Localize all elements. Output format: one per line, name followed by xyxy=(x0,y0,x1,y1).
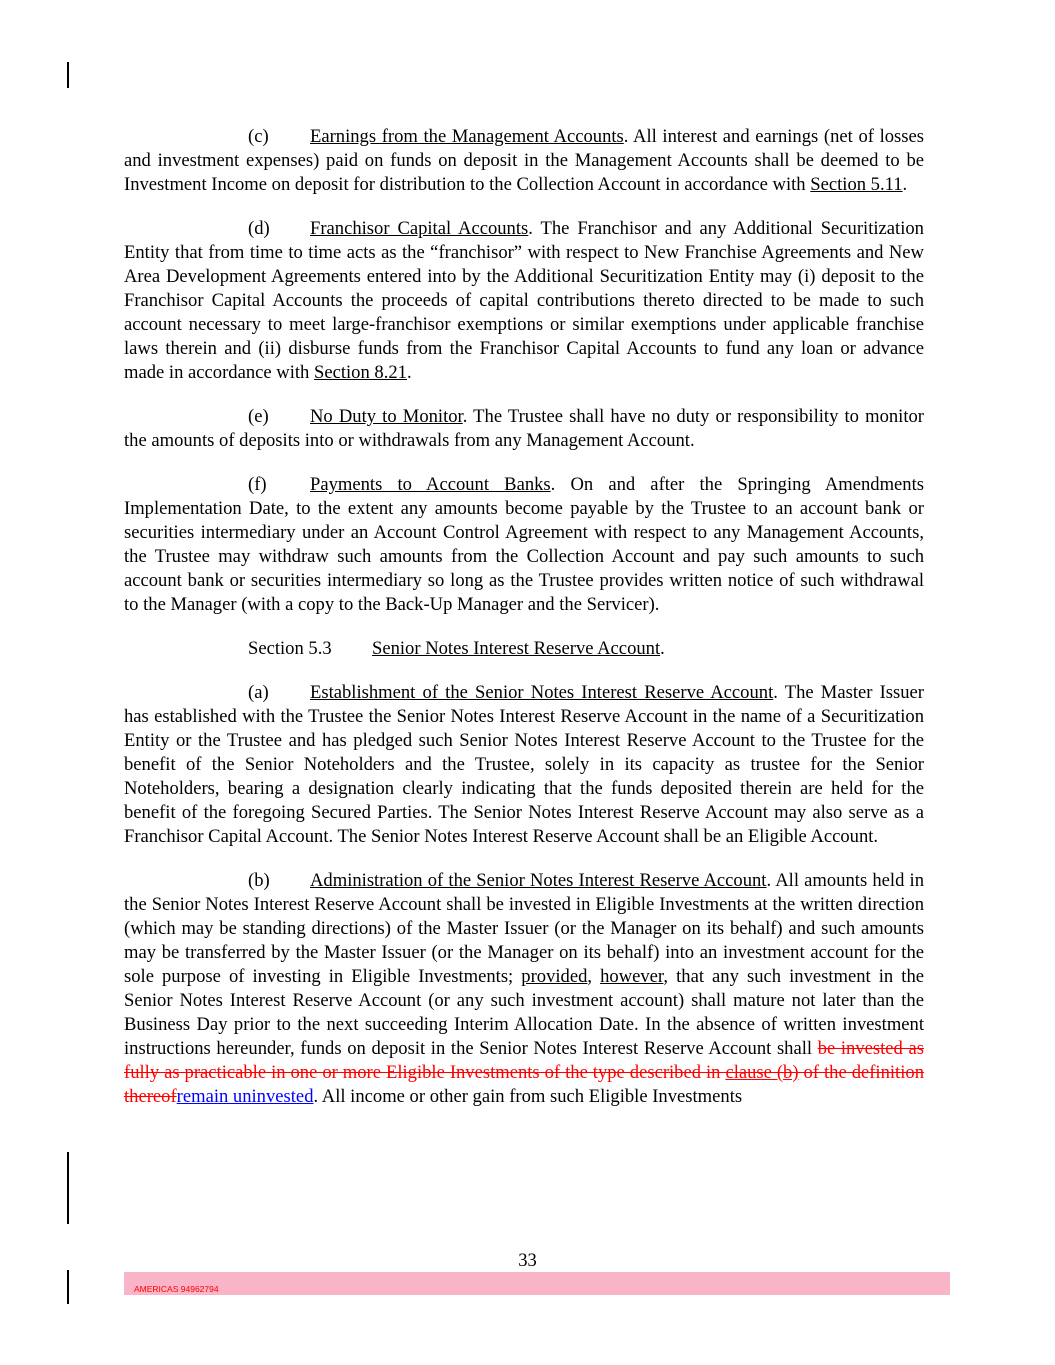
paragraph-c: (c) Earnings from the Management Accounts. All interest and earnings (net of losses and investment expenses) paid on funds on deposit in the Management Accounts shall be deemed to be Investment Income on deposit for distribution to the Collection Account in accordance with Section 5.11. xyxy=(124,126,924,195)
paragraph-label: (d) xyxy=(248,218,270,239)
deleted-clause-reference: clause (b) xyxy=(725,1062,799,1083)
paragraph-heading: Payments to Account Banks xyxy=(310,474,551,495)
paragraph-label: (f) xyxy=(248,474,267,495)
paragraph-a xyxy=(124,681,924,849)
deleted-text: be invested as fully as practicable in one or more Eligible Investments of the type described in clause (b) of the definition thereof xyxy=(124,1038,924,1107)
page-number: 33 xyxy=(518,1250,537,1271)
paragraph-text: . On and after the Springing Amendments Implementation Date, to the extent any amounts become payable by the Trustee to an account bank or securities intermediary under an Account Control Agreement with respect to any Management Accounts, the Trustee may withdraw such amounts from the Collection Account and pay such amounts to such account bank or securities intermediary so long as the Trustee provides written notice of such withdrawal to the Manager (with a copy to the Back-Up Manager and the Servicer). xyxy=(124,474,924,615)
change-bar-top xyxy=(67,62,69,88)
term-however: however xyxy=(600,966,664,987)
paragraph-text: . All amounts held in the Senior Notes Interest Reserve Account shall be invested in Eligible Investments at the written direction (which may be standing directions) of the Master Issuer (or the Manager on its behalf) and such amounts may be transferred by the Master Issuer (or the Manager on its behalf) into an investment account for the sole purpose of investing in Eligible Investments; xyxy=(124,870,924,987)
section-reference: Section 5.11 xyxy=(810,174,903,195)
paragraph-label: (b) xyxy=(248,870,270,891)
term-provided: provided xyxy=(521,966,588,987)
paragraph-f xyxy=(124,473,924,617)
paragraph-text: . The Franchisor and any Additional Securitization Entity that from time to time acts as the “franchisor” with respect to New Franchise Agreements and New Area Development Agreements entered into by the Additional Securitization Entity may (i) deposit to the Franchisor Capital Accounts the proceeds of capital contributions thereto directed to be made to such account necessary to meet large-franchisor exemptions or similar exemptions under applicable franchise laws therein and (ii) disburse funds from the Franchisor Capital Accounts to fund any loan or advance made in accordance with xyxy=(124,218,924,383)
section-heading: Section 5.3 Senior Notes Interest Reserve Account. xyxy=(248,638,665,659)
document-body xyxy=(124,125,924,1129)
section-number: Section 5.3 xyxy=(248,638,332,659)
paragraph-b: (b) Administration of the Senior Notes Interest Reserve Account. All amounts held in the Senior Notes Interest Reserve Account shall be invested in Eligible Investments at the written direction (which may be standing directions) of the Master Issuer (or the Manager on its behalf) and such amounts may be transferred by the Master Issuer (or the Manager on its behalf) into an investment account for the sole purpose of investing in Eligible Investments; provided, however, that any such investment in the Senior Notes Interest Reserve Account (or any such investment account) shall mature not later than the Business Day prior to the next succeeding Interim Allocation Date. In the absence of written investment instructions hereunder, funds on deposit in the Senior Notes Interest Reserve Account shall be invested as fully as practicable in one or more Eligible Investments of the type described in clause (b) of the definition thereofremain uninvested. All income or other gain from such Eligible Investments xyxy=(124,870,925,1107)
section-reference: Section 8.21 xyxy=(313,362,407,383)
paragraph-text: . All interest and earnings (net of losses and investment expenses) paid on funds on deposit in the Management Accounts shall be deemed to be Investment Income on deposit for distribution to the Collection Account in accordance with xyxy=(124,126,924,195)
paragraph-heading: Franchisor Capital Accounts xyxy=(310,218,529,239)
paragraph-heading: No Duty to Monitor xyxy=(310,406,463,427)
change-bar-footer xyxy=(67,1270,69,1304)
paragraph-label: (c) xyxy=(248,126,269,147)
paragraph-text: . The Trustee shall have no duty or responsibility to monitor the amounts of deposits into or withdrawals from any Management Account. xyxy=(124,406,924,451)
paragraph-heading: Administration of the Senior Notes Interest Reserve Account xyxy=(310,870,767,891)
section-title: Senior Notes Interest Reserve Account xyxy=(372,638,661,659)
paragraph-heading: Establishment of the Senior Notes Interest Reserve Account xyxy=(310,682,774,703)
paragraph-e xyxy=(124,405,924,453)
paragraph-label: (a) xyxy=(248,682,269,703)
footer-band xyxy=(124,1272,950,1295)
paragraph-heading: Earnings from the Management Accounts xyxy=(310,126,624,147)
document-id: AMERICAS 94962794 xyxy=(134,1284,219,1294)
change-bar-revision xyxy=(67,1152,69,1224)
paragraph-label: (e) xyxy=(248,406,269,427)
paragraph-text: . The Master Issuer has established with the Trustee the Senior Notes Interest Reserve Account in the name of a Securitization Entity or the Trustee and has pledged such Senior Notes Interest Reserve Account to the Trustee for the benefit of the Senior Noteholders and the Trustee, solely in its capacity as trustee for the Senior Noteholders, bearing a designation clearly indicating that the funds deposited therein are held for the benefit of the foregoing Secured Parties. The Senior Notes Interest Reserve Account may also serve as a Franchisor Capital Account. The Senior Notes Interest Reserve Account shall be an Eligible Account. xyxy=(124,682,925,847)
inserted-text: remain uninvested xyxy=(176,1086,314,1107)
paragraph-d: (d) Franchisor Capital Accounts. The Franchisor and any Additional Securitization Entity that from time to time acts as the “franchisor” with respect to New Franchise Agreements and New Area Development Agreements entered into by the Additional Securitization Entity may (i) deposit to the Franchisor Capital Accounts the proceeds of capital contributions thereto directed to be made to such account necessary to meet large-franchisor exemptions or similar exemptions under applicable franchise laws therein and (ii) disburse funds from the Franchisor Capital Accounts to fund any loan or advance made in accordance with Section 8.21. xyxy=(124,218,924,383)
